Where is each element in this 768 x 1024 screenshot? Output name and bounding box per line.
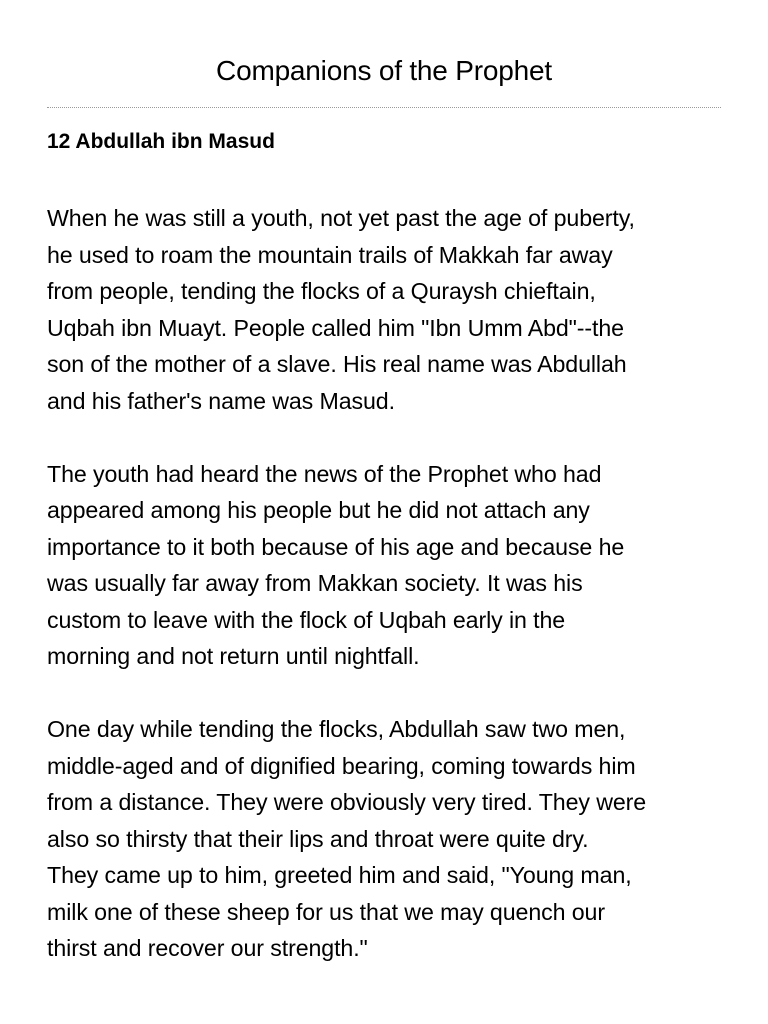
- text-line: also so thirsty that their lips and throat were quite dry.: [47, 825, 589, 852]
- text-line: They came up to him, greeted him and said, "Young man,: [47, 862, 632, 888]
- chapter-heading: 12 Abdullah ibn Masud: [47, 130, 275, 153]
- text-line: from a distance. They were obviously very tired. They were: [47, 789, 647, 815]
- text-line: Uqbah ibn Muayt. People called him "Ibn Umm Abd"--the: [47, 314, 624, 341]
- text-line: son of the mother of a slave. His real name was Abdullah: [47, 351, 627, 377]
- paragraph-2: [47, 456, 727, 675]
- text-line: The youth had heard the news of the Prophet who had: [47, 460, 602, 487]
- paragraph-3: [47, 711, 727, 967]
- text-line: was usually far away from Makkan society. It was his: [47, 570, 583, 596]
- text-line: middle-aged and of dignified bearing, coming towards him: [47, 752, 636, 779]
- paragraph-1: [47, 200, 727, 419]
- text-line: milk one of these sheep for us that we may quench our: [47, 898, 605, 925]
- text-line: appeared among his people but he did not attach any: [47, 497, 590, 523]
- text-line: When he was still a youth, not yet past the age of puberty,: [47, 205, 635, 231]
- title-divider: [47, 107, 721, 108]
- text-line: he used to roam the mountain trails of Makkah far away: [47, 241, 613, 268]
- text-line: and his father's name was Masud.: [47, 387, 395, 414]
- text-line: One day while tending the flocks, Abdullah saw two men,: [47, 716, 626, 742]
- text-line: custom to leave with the flock of Uqbah early in the: [47, 606, 566, 633]
- text-line: morning and not return until nightfall.: [47, 643, 420, 669]
- text-line: importance to it both because of his age and because he: [47, 533, 625, 560]
- document-body: [47, 200, 727, 1003]
- document-title: Companions of the Prophet: [216, 55, 552, 86]
- text-line: from people, tending the flocks of a Quraysh chieftain,: [47, 278, 596, 304]
- text-line: thirst and recover our strength.": [47, 935, 368, 961]
